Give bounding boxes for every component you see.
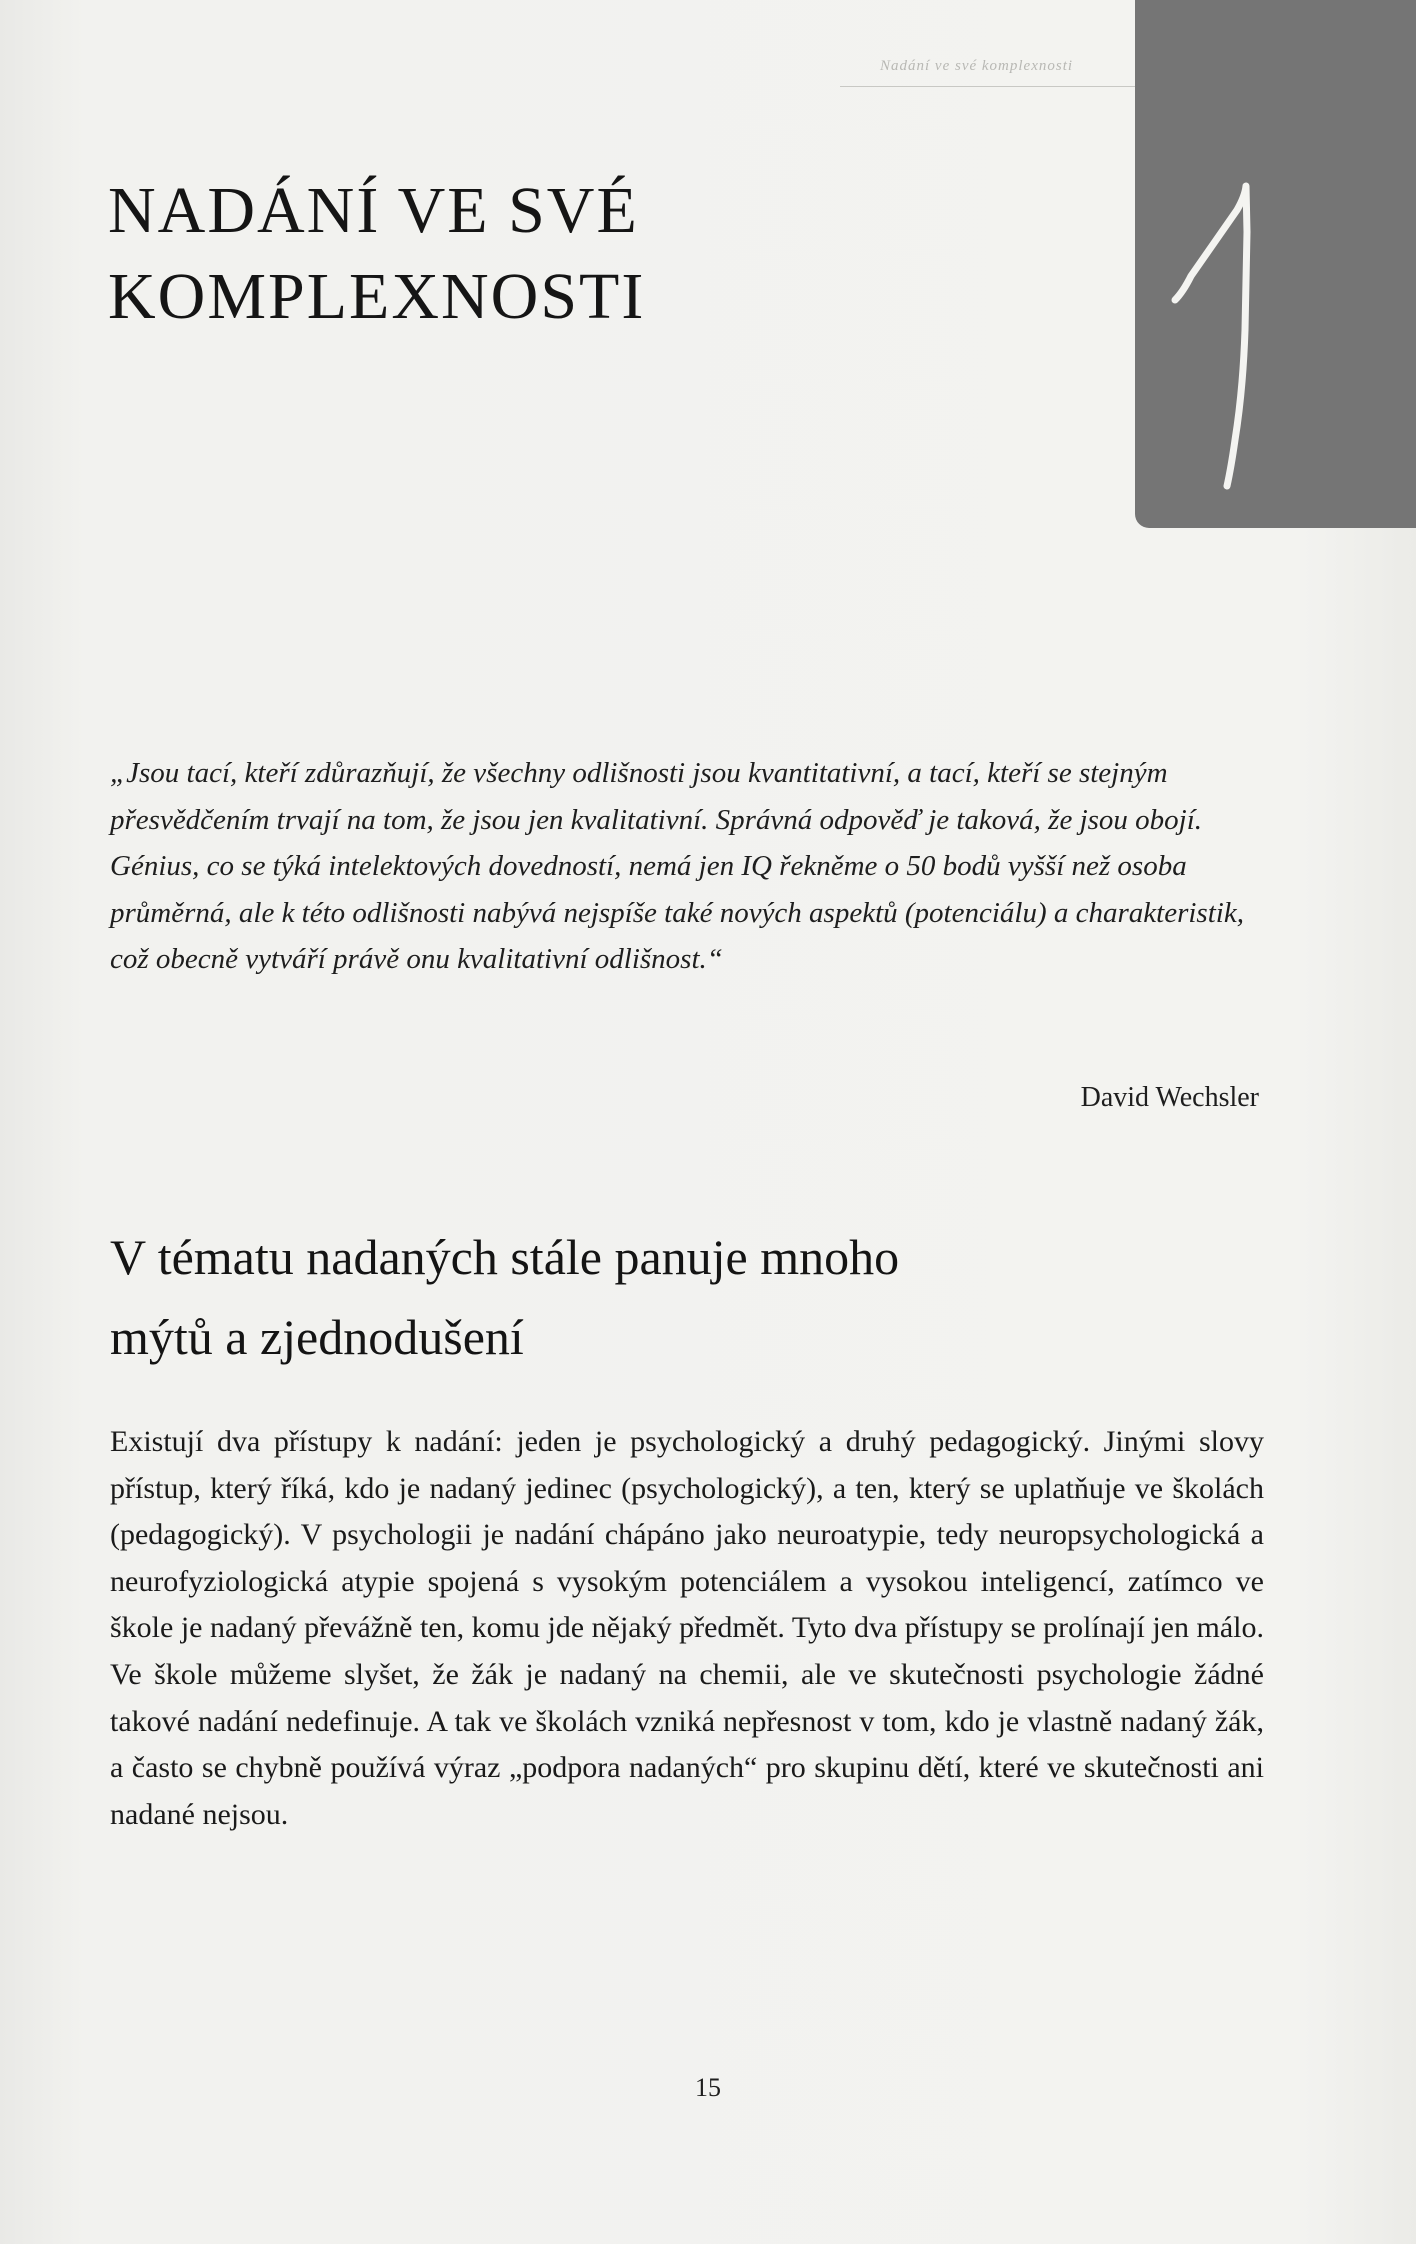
- epigraph-text: „Jsou tací, kteří zdůrazňují, že všechny odlišnosti jsou kvantitativní, a tací, kteří se stejným přesvědčením trvají na tom, že jsou jen kvalitativní. Správná odpověď je taková, že jsou obojí. Génius, co se týká intelektových dovedností, nemá jen IQ řekněme o 50 bodů vyšší než osoba průměrná, ale k této odlišnosti nabývá nejspíše také nových aspektů (potenciálu) a charakteristik, což obecně vytváří právě onu kvalitativní odlišnost.“: [110, 757, 1244, 975]
- running-head: Nadání ve své komplexnosti: [880, 58, 1074, 74]
- chapter-number-glyph: [1135, 0, 1416, 528]
- epigraph-quote: [110, 750, 1260, 983]
- page-number: 15: [695, 2073, 721, 2102]
- header-rule: [840, 86, 1170, 87]
- section-heading: V tématu nadaných stále panuje mnoho mýtů a zjednodušení: [110, 1229, 900, 1365]
- chapter-title: NADÁNÍ VE SVÉ KOMPLEXNOSTI: [108, 174, 646, 333]
- paragraph-text: Existují dva přístupy k nadání: jeden je psychologický a druhý pedagogický. Jinými slovy přístup, který říká, kdo je nadaný jedinec (psychologický), a ten, který se uplatňuje ve školách (pedagogický). V psychologii je nadání chápáno jako neuroatypie, tedy neuropsychologická a neurofyziologická atypie spojená s vysokým potenciálem a vysokou inteligencí, zatímco ve škole je nadaný převážně ten, komu jde nějaký předmět. Tyto dva přístupy se prolínají jen málo. Ve škole můžeme slyšet, že žák je nadaný na chemii, ale ve skutečnosti psychologie žádné takové nadání nedefinuje. A tak ve školách vzniká nepřesnost v tom, kdo je vlastně nadaný žák, a často se chybně používá výraz „podpora nadaných“ pro skupinu dětí, které ve skutečnosti ani nadané nejsou.: [110, 1425, 1264, 1831]
- body-paragraph: [110, 1419, 1264, 1838]
- chapter-number-tab: [1135, 0, 1416, 528]
- epigraph-author: David Wechsler: [1080, 1082, 1259, 1113]
